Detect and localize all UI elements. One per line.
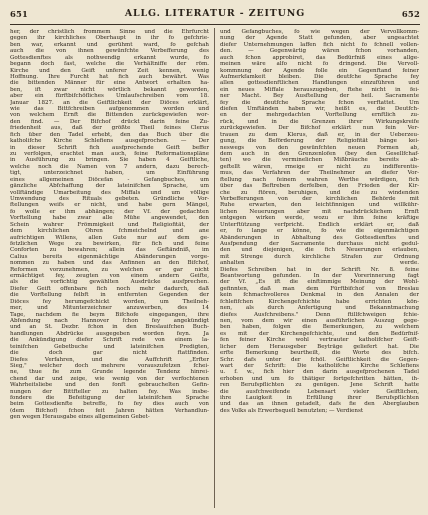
text-line: Calius bereits eigenmächtige Abänderungen vorge- [10,253,209,260]
text-line: des Volks als Erwerbsquell benutzten; — Verdienst [220,407,364,414]
text-line: gegen ihr kirchliches Oberhaupt in ihr fo gefchrie- [10,35,209,42]
text-line: nen, als durch Anfertigung und Bekanntmachung [220,305,419,312]
text-line: fey die deutfche Sprache fchon verftattet. Um [220,99,419,106]
text-line: dem auch in den Grenzenlofen (bey den Gesellfchaf- [220,151,419,158]
text-line: diefen Umftänden haben wir, heißt es, die Deutfch- [220,106,419,113]
text-line: ermächtiget fey, zeugten von einem andern Geifte, [10,273,209,280]
text-line: Vorftellung habe zwar alle Mühe angewendet, den [10,215,209,222]
text-line: die ausfchweifende Lebensart vieler Geiftlichen, [220,388,419,395]
text-line: nungen der Bittfteller zu halten fey. Was insbe- [10,388,209,395]
page-number-left: 651 [10,9,29,19]
text-line: Diöces fey herumgefchickt worden, um Theilneh- [10,298,209,305]
text-line: allen gottesdienftlichen Handlungen einzuführen und [220,80,419,87]
text-line: ftellung nach feinem wahren Werthe würdigen, fich [220,176,419,183]
text-line: in Ausführung zu bringen. Sie haben 4 Geiftliche, [10,157,209,164]
text-line: in dieser Schrift fich ausfprechende Geift beffer [10,144,209,151]
text-line: zu verfolgen, erachtet man auch, feine Reformationspläne [10,151,209,158]
text-line: her, der christlich frommem Sinne und die Ehrfurcht [10,29,209,35]
text-line: aufrichtigen Willens, allen Gute nur auf dem ge- [10,234,209,241]
text-line: Diefes Schreiben hat in der Schrift Nr. 8. feine [220,266,419,273]
text-line: en der mehrgedachten Vorftellung ernftlich zu- [220,112,419,119]
text-line: Verbefferungen von der kirchlichen Behörde mit [220,195,419,202]
text-line: Beantwortung gefunden. In der Vorerinnerung fagt [220,273,419,280]
text-line: dem kirchlichen Ohren fchmeichelnd und ane [10,228,209,235]
text-line: ne, thue fie zum Grunde legende Tendenz hinrei- [10,369,209,376]
text-line: tigt, unterzeichnet haben, um Einführung [10,170,209,177]
text-line: fen feiner Kirche wohl vertrauter katholifcher Geift- [220,337,419,344]
text-line: Ausfpendung der Sacramente durchaus nicht gedul- [220,240,419,247]
text-line: den. — Gegenwärtig wären fchon vorhanden, [220,48,419,55]
text-line: Unterftützung verfpricht. Endlich erklärt er, daß [220,221,419,228]
text-line: von welchem Ernft die Bittenden zurückgewiefen wor- [10,112,209,119]
text-line: Abänderungen in Abhaltung des Gottesdienftes und [220,234,419,241]
text-line: die Vorftellung felbft in entfernten Gegenden der [10,292,209,299]
text-line: erhoben und um fo thätiger fortgefchritten hätten, ih- [220,375,419,382]
text-line: erfte Bemerkung beurtheilt, die Worte des bifch. [220,350,419,357]
text-line: handlungen Abdrücke ausgegeben worden feyn. Ja [10,330,209,337]
text-line: gefinnten, daß man dem Fürftbifchof von Breslau [220,285,419,292]
text-line: aber ein fürftbifchöfliches Umlaufschreiben vom 18. [10,93,209,100]
text-line: Sieg," welcher doch mehrere vorauszufetzen fchei- [10,362,209,369]
text-line: gung, die Beförderung der Religiofität bänge kei- [220,138,419,145]
text-line: Gottesdienftes als nothwendig erkannt wurde, fo [10,54,209,61]
text-line: fo wolle er ihm abhängen; der Vf. der gedachten [10,208,209,215]
text-line: licher dem Herausgeber Beyträge geliefert hat. Die [220,343,419,350]
text-line: mit Strenge durch kirchliche Strafen zur Ordnung [220,253,419,260]
text-line: fetzlichen Wege zu bewirken, für fich und feine [10,240,209,247]
text-line: mer, und Mitunterzeichner anzuwerben, des 14 [10,305,209,312]
text-line: der Vf. „Es ift die einftimmige Meinung der Wohl- [220,279,419,286]
text-line: kein fchmachvolleres Denkmal in den Annalen der [220,292,419,299]
text-line: gänzliche Abfchaffung der lateinifchen Sprache, um [10,183,209,190]
text-line: nen, vom dem wir einen ausführlichen Auszug gege- [220,317,419,324]
text-line: als die vorfichtig gewählten Ausdrücke ausfprechen. [10,279,209,286]
text-line: auch fchon approbiret, das Bedürfniß eines allge- [220,54,419,61]
text-line: Schein wahrer Frömmigkeit und Religiofität, der [10,221,209,228]
text-line: nommen zu haben und das Anfinnen an den Bifchof, [10,260,209,267]
text-line: gen wegen Herausgabe eines allgemeinen Gebet- [10,414,150,421]
text-line: Wahrheitsliebe und den fonft gebrauchelten Gefin- [10,382,209,389]
text-line: Conforten zu bewahren; allein das Geftändniß, im [10,247,209,254]
text-line: nung der Agende Statt gefunden, aber ungeachtet [220,35,419,42]
page-header [10,8,420,25]
text-line: und das an ihnen getadelt, dafs fie den Aberglauben [220,401,419,408]
text-line: wart der Schrift: Die katholifche Kirche Schlefiens [220,362,419,369]
text-line: die doch gar nicht ftattfinden. [10,350,209,357]
text-line: (dem Bifchof) fchon feit Jahren hätten Verhandlun- [10,407,209,414]
text-line: rück, und in die Grenzen ihrer Wirkungskreife [220,118,419,125]
text-line: ben, ift zwar nicht wörtlich bekannt geworden, [10,86,209,93]
text-line: ner Macht. Bey Ausftellung der heil. Sacramente [220,93,419,100]
text-line: teinifchen Gebetbuche und lateinifchen Predigten, [10,343,209,350]
text-line: und an St. Dezbr. fchon in den Breslauifchen Buch- [10,324,209,331]
text-line: mus, das Verfahren der Theilnehmer an diefer Vor- [220,170,419,177]
text-line: Kirche und den Geift unferer Zeit kennen, wenig [10,67,209,74]
text-line: eines allgemeinen Diöcefan - Gefangbuches, um [10,176,209,183]
text-line: und Gefangbuches, fo wie wegen der Vervollkomm- [220,29,419,35]
text-line: ten) wo die verminelichen Mißbräuche bereits ab- [220,157,419,164]
text-line: trauen zu dem Klerus, daß er, in der Ueberzeu- [220,131,419,138]
text-line: diefes Ausfchreibens." Denn ftillfchweigen fchie- [220,311,419,318]
text-line: diefer Unternehmungen laffen fich nicht fo fchnell vollen- [220,41,419,48]
text-line: chend dar und zeige, wie wenig von der verfochtenen [10,375,209,382]
text-line: die bittenden Männer für eine Antwort erhalten ha- [10,80,209,87]
text-line: Ruhe erwarten, den leichtfinnigen und willkühr- [220,202,419,209]
text-line: auch die von ihnen gewünfchte Verbefferung des [10,48,209,55]
text-line: Januar 1827. an die Geiftlichkeit der Diöces erklärt, [10,99,209,106]
text-line: fich über den Tadel erhebt, den das Buch über die [10,131,209,138]
text-line: Tage, nachdem fie beym Bifchofe eingegangen, ihre [10,311,209,318]
text-line: ihre Lauigkeit in Erfüllung ihrer Berufspflichten [220,395,419,402]
text-line: ren Berufspflichten zu genügen. Jene Schrift hatte [220,382,419,389]
text-line: entgegen wirken werde, wozu er ihm feine kräftige [220,215,419,222]
text-line: die Ankündigung diefer Schrift rede von einem la- [10,337,209,344]
text-line: che zu ftören, beruhigen, und die zu windenden [220,189,419,196]
text-line: ben war, erkannt und gerühmt ward, fo gefchah [10,41,209,48]
text-line: ben haben, folgen die Bemerkungen, zu welchem [220,324,419,331]
text-line: fondere die Befeitigung der lateinifchen Sprache [10,395,209,402]
text-line: ein neues Miffale herauszugeben, ftehe nicht in fei- [220,86,419,93]
text-line: meinen wäre alfo nicht fo dringend. Die Vervoll- [220,61,419,68]
text-line: katholifche Kirche Schlefiens ausgefprochen. — Der [10,138,209,145]
text-line: über das Beftreben derfelben, den Frieden der Kir- [220,183,419,190]
text-line: friedenheit aus, daß der größte Theil feines Clerus [10,125,209,132]
text-line: kommnung der Agende folle ein Gegenftand feiner [220,67,419,74]
text-line: fchlefifchen Kirchengefchichte habe errichten kön- [220,298,419,305]
text-line: anhalten werde. [220,260,419,267]
text-line: welche noch die Namen von 7 andern, dazu berech- [10,163,209,170]
text-line: Umwendung des Rituals gebeten. Gründliche Vor- [10,195,209,202]
text-line: neswegs von den gewünfchten neuen Formen ab, [220,144,419,151]
text-line: geftellt wären, rmeige er nicht zu indifferentis- [220,163,419,170]
column-divider [214,28,215,508]
text-line: begann doch fast, welche die Verhältniffe der röm. [10,61,209,68]
text-line: den und diejenigen, die fich Neuerungen erlauben, [220,247,419,254]
journal-title: ALLG. LITERATUR - ZEITUNG [124,8,306,19]
text-line: Abfendung nach Hannover fchon fey angekündigt [10,317,209,324]
text-line: Reformen vorzunehmen, zu welchen er gar nicht [10,266,209,273]
text-line: den find. — Der Bifchof drückt darin feine Zu- [10,118,209,125]
text-line: er, fo lange er könne, fo wie die eigenmächtigen [220,228,419,235]
text-line: ftellungen weifs er nicht, und habe gern Mängel, [10,202,209,209]
right-text-column [220,29,419,507]
text-line: Diefer Geift offenbare fich noch mehr dadurch, daß [10,285,209,292]
text-line: lichen Neuerungen aber mit nachdrücklichem Ernft [220,208,419,215]
text-line: Diefes Verfahren, und die Auffchrift „Erfter [10,356,209,363]
text-line: wie das Bittfchreiben aufgenommen worden und [10,106,209,113]
text-line: es mit der Kirchengefchichte, und den Bedürfnif- [220,330,419,337]
text-line: zurückgewiefen. Der Bifchof erklärt nun fein Ver- [220,125,419,132]
text-line: beim Gottesdienfte betreffe, fo fey dies auch von [10,401,209,408]
page-number-right: 652 [401,9,420,19]
left-text-column [10,29,209,507]
text-line: vollftändige Umarbeitung des Miffals und um völlige [10,189,209,196]
text-line: Aufmerkfamkeit bleiben. Die deutfche Sprache fey [220,73,419,80]
text-line: Schr. dafs unter der fchöl. Geiftlichkeit die Gegen- [220,356,419,363]
text-line: u. f. w., fich hier den darin ausgefprochenen Tadel [220,369,419,376]
text-line: Hoffnung. Ihre Furcht hat fich auch bewährt. Was [10,73,209,80]
